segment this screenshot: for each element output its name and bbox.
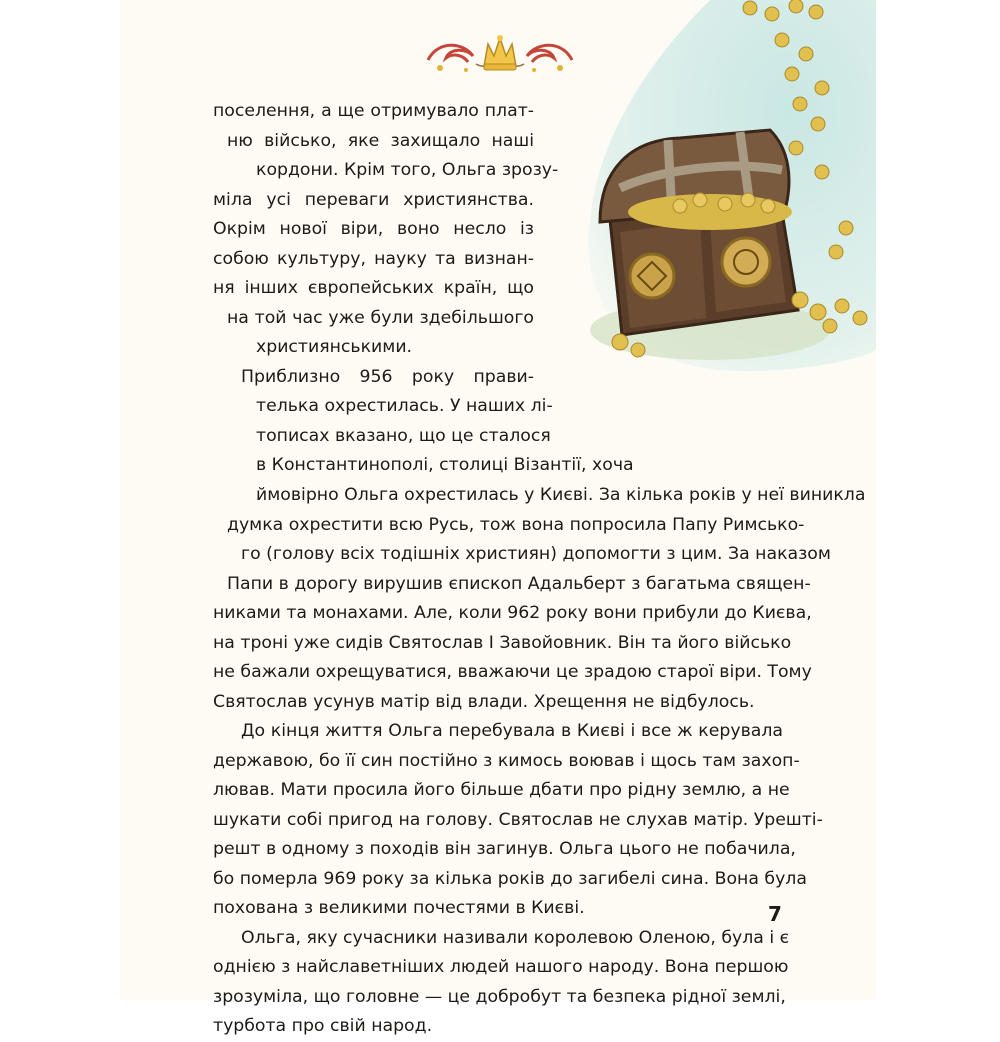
text-line: Окрім нової віри, воно несло із bbox=[213, 219, 534, 239]
text-line: Ольга, яку сучасники називали королевою Оленою, була і є bbox=[241, 927, 790, 948]
text-line: на троні уже сидів Святослав І Завойовник. Він та його військо bbox=[213, 632, 792, 653]
text-line: не бажали охрещуватися, вважаючи це зрадою старої віри. Тому bbox=[213, 662, 812, 682]
main-paragraph-block bbox=[213, 481, 866, 1042]
text-line: никами та монахами. Але, коли 962 року вони прибули до Києва, bbox=[213, 603, 812, 623]
text-line: го (голову всіх тодішніх християн) допомогти з цим. За наказом bbox=[241, 544, 831, 564]
wrapped-paragraph-block bbox=[213, 97, 634, 481]
text-line: похована з великими почестями в Києві. bbox=[213, 898, 585, 918]
text-line: собою культуру, науку та визнан- bbox=[213, 248, 534, 269]
crown-ornament-icon bbox=[418, 30, 582, 80]
text-line: решт в одному з походів він загинув. Ольга цього не побачила, bbox=[213, 839, 796, 859]
text-line: в Константинополі, столиці Візантії, хоча bbox=[256, 455, 634, 475]
text-line: державою, бо її син постійно з кимось воював і щось там захоп- bbox=[213, 750, 800, 771]
text-line: зрозуміла, що головне — це добробут та безпека рідної землі, bbox=[213, 986, 786, 1007]
text-line: Папи в дорогу вирушив єпископ Адальберт з багатьма священ- bbox=[227, 573, 811, 594]
text-line: кордони. Крім того, Ольга зрозу- bbox=[256, 160, 559, 180]
text-line: шукати собі пригод на голову. Святослав не слухав матір. Урешті- bbox=[213, 809, 823, 830]
treasure-chest-illustration bbox=[560, 0, 876, 380]
text-line: думка охрестити всю Русь, тож вона попросила Папу Римсько- bbox=[227, 514, 805, 535]
text-line: поселення, а ще отримувало плат- bbox=[213, 101, 534, 121]
text-line: ймовірно Ольга охрестилась у Києві. За кілька років у неї виникла bbox=[256, 485, 866, 505]
text-line: Святослав усунув матір від влади. Хрещення не відбулось. bbox=[213, 691, 755, 712]
text-line: тописах вказано, що це сталося bbox=[256, 425, 551, 446]
text-line: ню військо, яке захищало наші bbox=[227, 130, 534, 151]
text-line: До кінця життя Ольга перебувала в Києві і все ж керувала bbox=[241, 721, 783, 741]
text-line: християнськими. bbox=[256, 337, 413, 357]
text-line: лював. Мати просила його більше дбати про рідну землю, а не bbox=[213, 780, 790, 800]
text-line: ня інших європейських країн, що bbox=[213, 278, 534, 298]
text-line: турбота про свій народ. bbox=[213, 1016, 433, 1036]
text-line: бо померла 969 року за кілька років до загибелі сина. Вона була bbox=[213, 868, 807, 889]
text-line: на той час уже були здебільшого bbox=[227, 307, 534, 328]
page-number: 7 bbox=[768, 902, 782, 926]
text-line: міла усі переваги християнства. bbox=[213, 189, 534, 210]
text-line: Приблизно 956 року прави- bbox=[241, 366, 534, 387]
text-line: однією з найславетніших людей нашого народу. Вона першою bbox=[213, 957, 789, 977]
text-line: телька охрестилась. У наших лі- bbox=[256, 396, 553, 416]
